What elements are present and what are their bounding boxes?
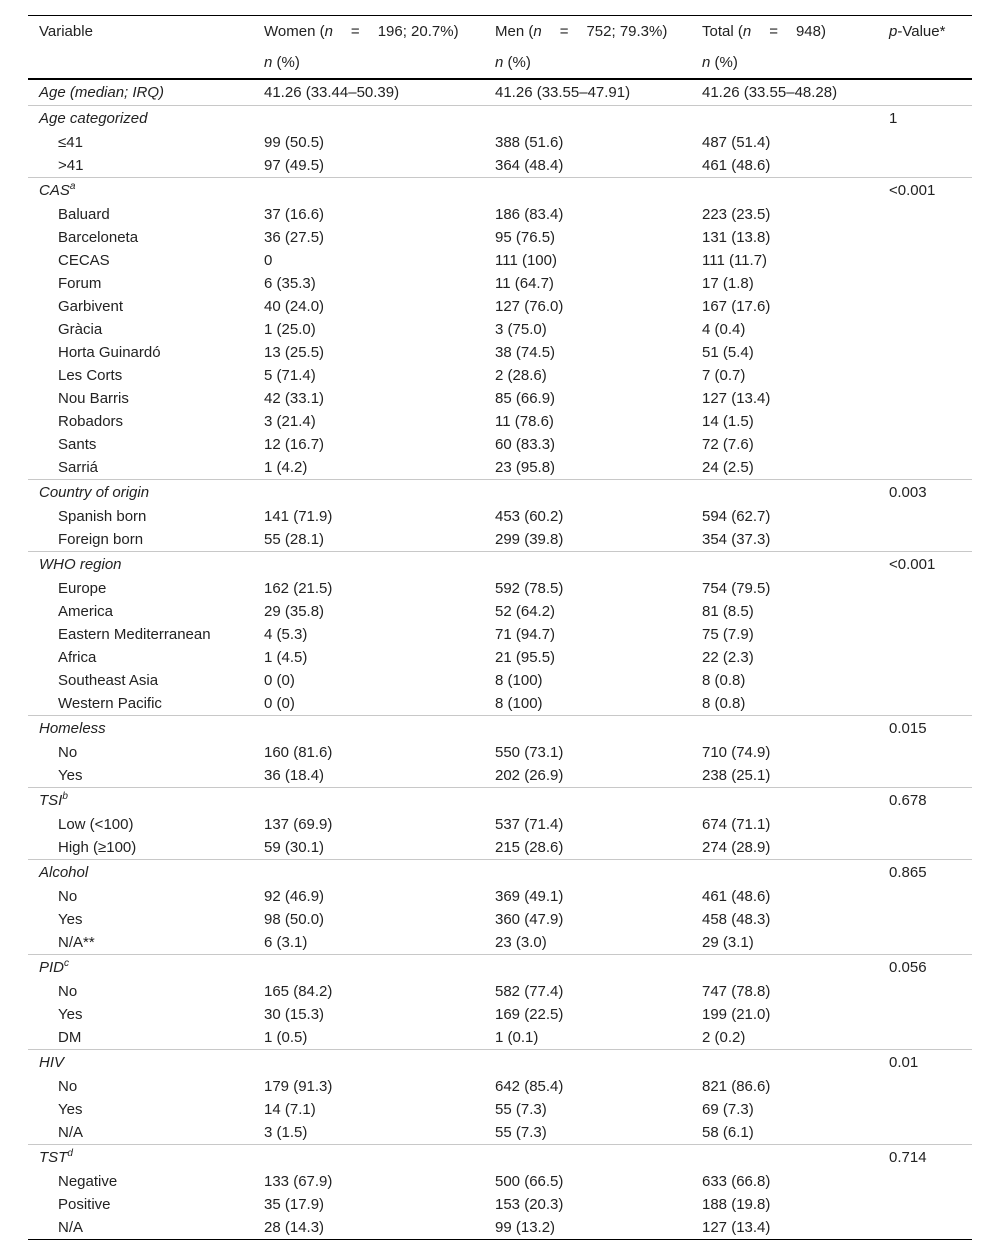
table-row bbox=[28, 1075, 972, 1098]
subheader-women: n (%) bbox=[264, 54, 300, 71]
table-row bbox=[28, 813, 972, 836]
n-symbol: n bbox=[324, 23, 333, 40]
women-value: 133 (67.9) bbox=[264, 1173, 333, 1190]
row-label: America bbox=[58, 603, 114, 620]
table-row bbox=[28, 646, 972, 669]
group-label bbox=[39, 480, 149, 505]
total-value: 22 (2.3) bbox=[702, 649, 754, 666]
row-label: Horta Guinardó bbox=[58, 344, 161, 361]
age-median-total: 41.26 (33.55–48.28) bbox=[702, 84, 838, 101]
men-value: 23 (3.0) bbox=[495, 934, 547, 951]
women-value: 59 (30.1) bbox=[264, 839, 325, 856]
women-value: 98 (50.0) bbox=[264, 911, 325, 928]
row-label: Garbivent bbox=[58, 298, 124, 315]
total-value: 747 (78.8) bbox=[702, 983, 771, 1000]
women-value: 4 (5.3) bbox=[264, 626, 308, 643]
total-value: 17 (1.8) bbox=[702, 275, 754, 292]
total-value: 58 (6.1) bbox=[702, 1124, 754, 1141]
row-label: N/A** bbox=[58, 934, 95, 951]
row-label: Yes bbox=[58, 1101, 83, 1118]
men-value: 582 (77.4) bbox=[495, 983, 564, 1000]
women-value: 37 (16.6) bbox=[264, 206, 325, 223]
men-value: 299 (39.8) bbox=[495, 531, 564, 548]
table-row bbox=[28, 885, 972, 908]
men-value: 2 (28.6) bbox=[495, 367, 547, 384]
p-value: 1 bbox=[889, 110, 898, 127]
p-value: <0.001 bbox=[889, 556, 936, 573]
table-row bbox=[28, 505, 972, 528]
header-men bbox=[495, 16, 667, 48]
men-value: 1 (0.1) bbox=[495, 1029, 539, 1046]
row-label: Africa bbox=[58, 649, 97, 666]
women-value: 141 (71.9) bbox=[264, 508, 333, 525]
men-value: 11 (64.7) bbox=[495, 275, 554, 292]
group-label-text: TSI bbox=[39, 792, 63, 809]
men-value: 3 (75.0) bbox=[495, 321, 547, 338]
header-women bbox=[264, 16, 459, 48]
men-value: 99 (13.2) bbox=[495, 1219, 556, 1236]
equals-sign: = bbox=[350, 23, 360, 40]
women-value: 1 (4.2) bbox=[264, 459, 308, 476]
table-body bbox=[28, 105, 972, 1239]
women-value: 137 (69.9) bbox=[264, 816, 333, 833]
table-row bbox=[28, 1193, 972, 1216]
women-value: 6 (3.1) bbox=[264, 934, 308, 951]
table-row bbox=[28, 272, 972, 295]
row-label: Yes bbox=[58, 911, 83, 928]
women-prefix: Women ( bbox=[264, 23, 325, 40]
age-median-men: 41.26 (33.55–47.91) bbox=[495, 84, 631, 101]
total-value: 8 (0.8) bbox=[702, 695, 746, 712]
header-row bbox=[28, 16, 972, 48]
total-value: 2 (0.2) bbox=[702, 1029, 746, 1046]
p-value: 0.678 bbox=[889, 792, 927, 809]
women-value: 40 (24.0) bbox=[264, 298, 325, 315]
table-row bbox=[28, 692, 972, 715]
row-label: Nou Barris bbox=[58, 390, 129, 407]
group-label bbox=[39, 552, 122, 577]
men-value: 8 (100) bbox=[495, 695, 543, 712]
men-value: 550 (73.1) bbox=[495, 744, 564, 761]
table-row bbox=[28, 764, 972, 787]
total-value: 24 (2.5) bbox=[702, 459, 754, 476]
women-value: 99 (50.5) bbox=[264, 134, 325, 151]
table-row bbox=[28, 226, 972, 249]
footnote-marker: b bbox=[62, 791, 68, 802]
p-value: <0.001 bbox=[889, 182, 936, 199]
total-value: 710 (74.9) bbox=[702, 744, 771, 761]
subheader-total: n (%) bbox=[702, 54, 738, 71]
women-value: 28 (14.3) bbox=[264, 1219, 325, 1236]
table-row bbox=[28, 669, 972, 692]
table-row bbox=[28, 1121, 972, 1144]
row-label: Western Pacific bbox=[58, 695, 162, 712]
row-label: >41 bbox=[58, 157, 84, 174]
group-label-text: WHO region bbox=[39, 556, 122, 573]
women-value: 35 (17.9) bbox=[264, 1196, 325, 1213]
row-label: No bbox=[58, 1078, 78, 1095]
total-value: 238 (25.1) bbox=[702, 767, 771, 784]
group-label bbox=[39, 1145, 73, 1170]
total-value: 51 (5.4) bbox=[702, 344, 754, 361]
women-value: 0 (0) bbox=[264, 695, 295, 712]
men-value: 537 (71.4) bbox=[495, 816, 564, 833]
row-label: Forum bbox=[58, 275, 102, 292]
p-value: 0.714 bbox=[889, 1149, 927, 1166]
total-value: 111 (11.7) bbox=[702, 252, 768, 269]
women-value: 1 (25.0) bbox=[264, 321, 316, 338]
header-variable: Variable bbox=[39, 23, 93, 40]
table-row bbox=[28, 341, 972, 364]
total-value: 633 (66.8) bbox=[702, 1173, 771, 1190]
table-row bbox=[28, 528, 972, 551]
total-value: 199 (21.0) bbox=[702, 1006, 771, 1023]
p-symbol: p bbox=[889, 23, 898, 40]
men-value: 111 (100) bbox=[495, 252, 557, 269]
women-value: 162 (21.5) bbox=[264, 580, 333, 597]
women-value: 3 (21.4) bbox=[264, 413, 316, 430]
group-label-text: HIV bbox=[39, 1054, 65, 1071]
row-label: Sants bbox=[58, 436, 97, 453]
table-row bbox=[28, 203, 972, 226]
row-label: CECAS bbox=[58, 252, 110, 269]
men-value: 21 (95.5) bbox=[495, 649, 556, 666]
age-median-women: 41.26 (33.44–50.39) bbox=[264, 84, 400, 101]
table-row bbox=[28, 295, 972, 318]
total-value: 821 (86.6) bbox=[702, 1078, 771, 1095]
table-row bbox=[28, 741, 972, 764]
men-suffix: 752; 79.3%) bbox=[586, 23, 668, 40]
total-value: 594 (62.7) bbox=[702, 508, 771, 525]
women-value: 12 (16.7) bbox=[264, 436, 325, 453]
men-value: 388 (51.6) bbox=[495, 134, 564, 151]
total-value: 8 (0.8) bbox=[702, 672, 746, 689]
row-label: No bbox=[58, 744, 78, 761]
header-total bbox=[702, 16, 826, 48]
total-value: 461 (48.6) bbox=[702, 888, 771, 905]
women-value: 1 (4.5) bbox=[264, 649, 308, 666]
group-label bbox=[39, 860, 88, 885]
women-value: 0 (0) bbox=[264, 672, 295, 689]
total-value: 29 (3.1) bbox=[702, 934, 754, 951]
men-value: 369 (49.1) bbox=[495, 888, 564, 905]
men-value: 215 (28.6) bbox=[495, 839, 564, 856]
total-value: 674 (71.1) bbox=[702, 816, 771, 833]
row-label: Les Corts bbox=[58, 367, 123, 384]
men-value: 71 (94.7) bbox=[495, 626, 556, 643]
table-row bbox=[28, 1170, 972, 1193]
women-value: 42 (33.1) bbox=[264, 390, 325, 407]
men-value: 186 (83.4) bbox=[495, 206, 564, 223]
age-median-label: Age (median; IRQ) bbox=[39, 84, 165, 101]
total-value: 461 (48.6) bbox=[702, 157, 771, 174]
table-row bbox=[28, 131, 972, 154]
group-header-row bbox=[28, 1144, 972, 1170]
men-value: 23 (95.8) bbox=[495, 459, 556, 476]
total-value: 81 (8.5) bbox=[702, 603, 754, 620]
p-suffix: -Value* bbox=[897, 23, 946, 40]
equals-sign: = bbox=[769, 23, 778, 40]
men-value: 8 (100) bbox=[495, 672, 543, 689]
men-value: 52 (64.2) bbox=[495, 603, 556, 620]
men-value: 55 (7.3) bbox=[495, 1124, 547, 1141]
group-header-row bbox=[28, 787, 972, 813]
table-row bbox=[28, 1098, 972, 1121]
total-value: 188 (19.8) bbox=[702, 1196, 771, 1213]
women-value: 14 (7.1) bbox=[264, 1101, 316, 1118]
men-value: 153 (20.3) bbox=[495, 1196, 564, 1213]
table-row bbox=[28, 577, 972, 600]
row-label: No bbox=[58, 888, 78, 905]
men-value: 642 (85.4) bbox=[495, 1078, 564, 1095]
group-label-text: Homeless bbox=[39, 720, 106, 737]
group-label bbox=[39, 716, 106, 741]
total-value: 72 (7.6) bbox=[702, 436, 754, 453]
men-prefix: Men ( bbox=[495, 23, 534, 40]
men-value: 11 (78.6) bbox=[495, 413, 554, 430]
table-row bbox=[28, 154, 972, 177]
men-value: 95 (76.5) bbox=[495, 229, 556, 246]
women-value: 36 (27.5) bbox=[264, 229, 325, 246]
p-value: 0.056 bbox=[889, 959, 927, 976]
women-value: 3 (1.5) bbox=[264, 1124, 308, 1141]
men-value: 364 (48.4) bbox=[495, 157, 564, 174]
group-label bbox=[39, 1050, 64, 1075]
group-label-text: TST bbox=[39, 1149, 68, 1166]
n-symbol: n bbox=[742, 23, 752, 40]
men-value: 55 (7.3) bbox=[495, 1101, 547, 1118]
row-label: Barceloneta bbox=[58, 229, 139, 246]
total-value: 223 (23.5) bbox=[702, 206, 771, 223]
row-label: No bbox=[58, 983, 78, 1000]
data-table bbox=[28, 15, 972, 1240]
men-value: 360 (47.9) bbox=[495, 911, 564, 928]
total-value: 127 (13.4) bbox=[702, 390, 771, 407]
women-value: 5 (71.4) bbox=[264, 367, 316, 384]
row-label: Low (<100) bbox=[58, 816, 134, 833]
group-header-row bbox=[28, 954, 972, 980]
women-value: 165 (84.2) bbox=[264, 983, 333, 1000]
group-label bbox=[39, 106, 147, 131]
table-row bbox=[28, 456, 972, 479]
subheader-row bbox=[28, 48, 972, 78]
subheader-men: n (%) bbox=[495, 54, 531, 71]
row-label: Negative bbox=[58, 1173, 118, 1190]
total-value: 69 (7.3) bbox=[702, 1101, 754, 1118]
women-suffix: 196; 20.7%) bbox=[377, 23, 459, 40]
row-label: Foreign born bbox=[58, 531, 144, 548]
total-value: 354 (37.3) bbox=[702, 531, 771, 548]
table-row bbox=[28, 387, 972, 410]
group-label bbox=[39, 955, 69, 980]
equals-sign: = bbox=[559, 23, 569, 40]
row-label: Europe bbox=[58, 580, 107, 597]
total-value: 274 (28.9) bbox=[702, 839, 771, 856]
group-label-text: Age categorized bbox=[39, 110, 148, 127]
total-value: 167 (17.6) bbox=[702, 298, 771, 315]
age-median-row bbox=[28, 80, 972, 105]
group-label-text: CAS bbox=[39, 182, 70, 199]
women-value: 30 (15.3) bbox=[264, 1006, 325, 1023]
men-value: 60 (83.3) bbox=[495, 436, 556, 453]
total-value: 458 (48.3) bbox=[702, 911, 771, 928]
row-label: High (≥100) bbox=[58, 839, 137, 856]
women-value: 160 (81.6) bbox=[264, 744, 333, 761]
n-symbol: n bbox=[533, 23, 542, 40]
row-label: Sarriá bbox=[58, 459, 99, 476]
women-value: 55 (28.1) bbox=[264, 531, 325, 548]
total-value: 127 (13.4) bbox=[702, 1219, 771, 1236]
table-row bbox=[28, 908, 972, 931]
row-label: ≤41 bbox=[58, 134, 83, 151]
p-value: 0.01 bbox=[889, 1054, 919, 1071]
women-value: 36 (18.4) bbox=[264, 767, 325, 784]
group-label bbox=[39, 178, 75, 203]
footnote-marker: d bbox=[67, 1148, 73, 1159]
row-label: Eastern Mediterranean bbox=[58, 626, 211, 643]
table-row bbox=[28, 249, 972, 272]
table-row bbox=[28, 410, 972, 433]
group-label bbox=[39, 788, 68, 813]
footnote-marker: a bbox=[69, 181, 76, 192]
women-value: 1 (0.5) bbox=[264, 1029, 308, 1046]
total-prefix: Total ( bbox=[702, 23, 743, 40]
total-value: 754 (79.5) bbox=[702, 580, 771, 597]
bottom-rule bbox=[28, 1239, 972, 1240]
table-row bbox=[28, 1003, 972, 1026]
footnote-marker: c bbox=[64, 958, 70, 969]
group-label-text: PID bbox=[39, 959, 65, 976]
group-label-text: Alcohol bbox=[39, 864, 89, 881]
row-label: Gràcia bbox=[58, 321, 103, 338]
table-row bbox=[28, 931, 972, 954]
group-header-row bbox=[28, 479, 972, 505]
men-value: 202 (26.9) bbox=[495, 767, 564, 784]
row-label: Spanish born bbox=[58, 508, 147, 525]
group-header-row bbox=[28, 1049, 972, 1075]
row-label: DM bbox=[58, 1029, 82, 1046]
men-value: 592 (78.5) bbox=[495, 580, 564, 597]
row-label: Positive bbox=[58, 1196, 111, 1213]
group-header-row bbox=[28, 859, 972, 885]
row-label: Yes bbox=[58, 767, 83, 784]
p-value: 0.003 bbox=[889, 484, 927, 501]
group-header-row bbox=[28, 177, 972, 203]
women-value: 92 (46.9) bbox=[264, 888, 325, 905]
total-value: 4 (0.4) bbox=[702, 321, 746, 338]
row-label: Southeast Asia bbox=[58, 672, 159, 689]
women-value: 6 (35.3) bbox=[264, 275, 316, 292]
row-label: N/A bbox=[58, 1219, 84, 1236]
table-row bbox=[28, 364, 972, 387]
women-value: 179 (91.3) bbox=[264, 1078, 333, 1095]
women-value: 13 (25.5) bbox=[264, 344, 325, 361]
men-value: 453 (60.2) bbox=[495, 508, 564, 525]
men-value: 127 (76.0) bbox=[495, 298, 564, 315]
table-row bbox=[28, 318, 972, 341]
men-value: 500 (66.5) bbox=[495, 1173, 564, 1190]
women-value: 0 bbox=[264, 252, 273, 269]
men-value: 85 (66.9) bbox=[495, 390, 556, 407]
men-value: 38 (74.5) bbox=[495, 344, 556, 361]
table-row bbox=[28, 1216, 972, 1239]
table-row bbox=[28, 1026, 972, 1049]
total-value: 14 (1.5) bbox=[702, 413, 754, 430]
row-label: Baluard bbox=[58, 206, 110, 223]
group-header-row bbox=[28, 715, 972, 741]
men-value: 169 (22.5) bbox=[495, 1006, 564, 1023]
group-header-row bbox=[28, 551, 972, 577]
row-label: N/A bbox=[58, 1124, 84, 1141]
group-label-text: Country of origin bbox=[39, 484, 150, 501]
women-value: 29 (35.8) bbox=[264, 603, 325, 620]
total-value: 487 (51.4) bbox=[702, 134, 771, 151]
total-suffix: 948) bbox=[795, 23, 826, 40]
table-row bbox=[28, 836, 972, 859]
row-label: Yes bbox=[58, 1006, 83, 1023]
row-label: Robadors bbox=[58, 413, 124, 430]
table-row bbox=[28, 623, 972, 646]
p-value: 0.865 bbox=[889, 864, 927, 881]
group-header-row bbox=[28, 105, 972, 131]
women-value: 97 (49.5) bbox=[264, 157, 325, 174]
p-value: 0.015 bbox=[889, 720, 927, 737]
total-value: 75 (7.9) bbox=[702, 626, 754, 643]
total-value: 7 (0.7) bbox=[702, 367, 746, 384]
total-value: 131 (13.8) bbox=[702, 229, 771, 246]
table-row bbox=[28, 980, 972, 1003]
table-row bbox=[28, 600, 972, 623]
header-p-value bbox=[889, 16, 945, 48]
table-row bbox=[28, 433, 972, 456]
